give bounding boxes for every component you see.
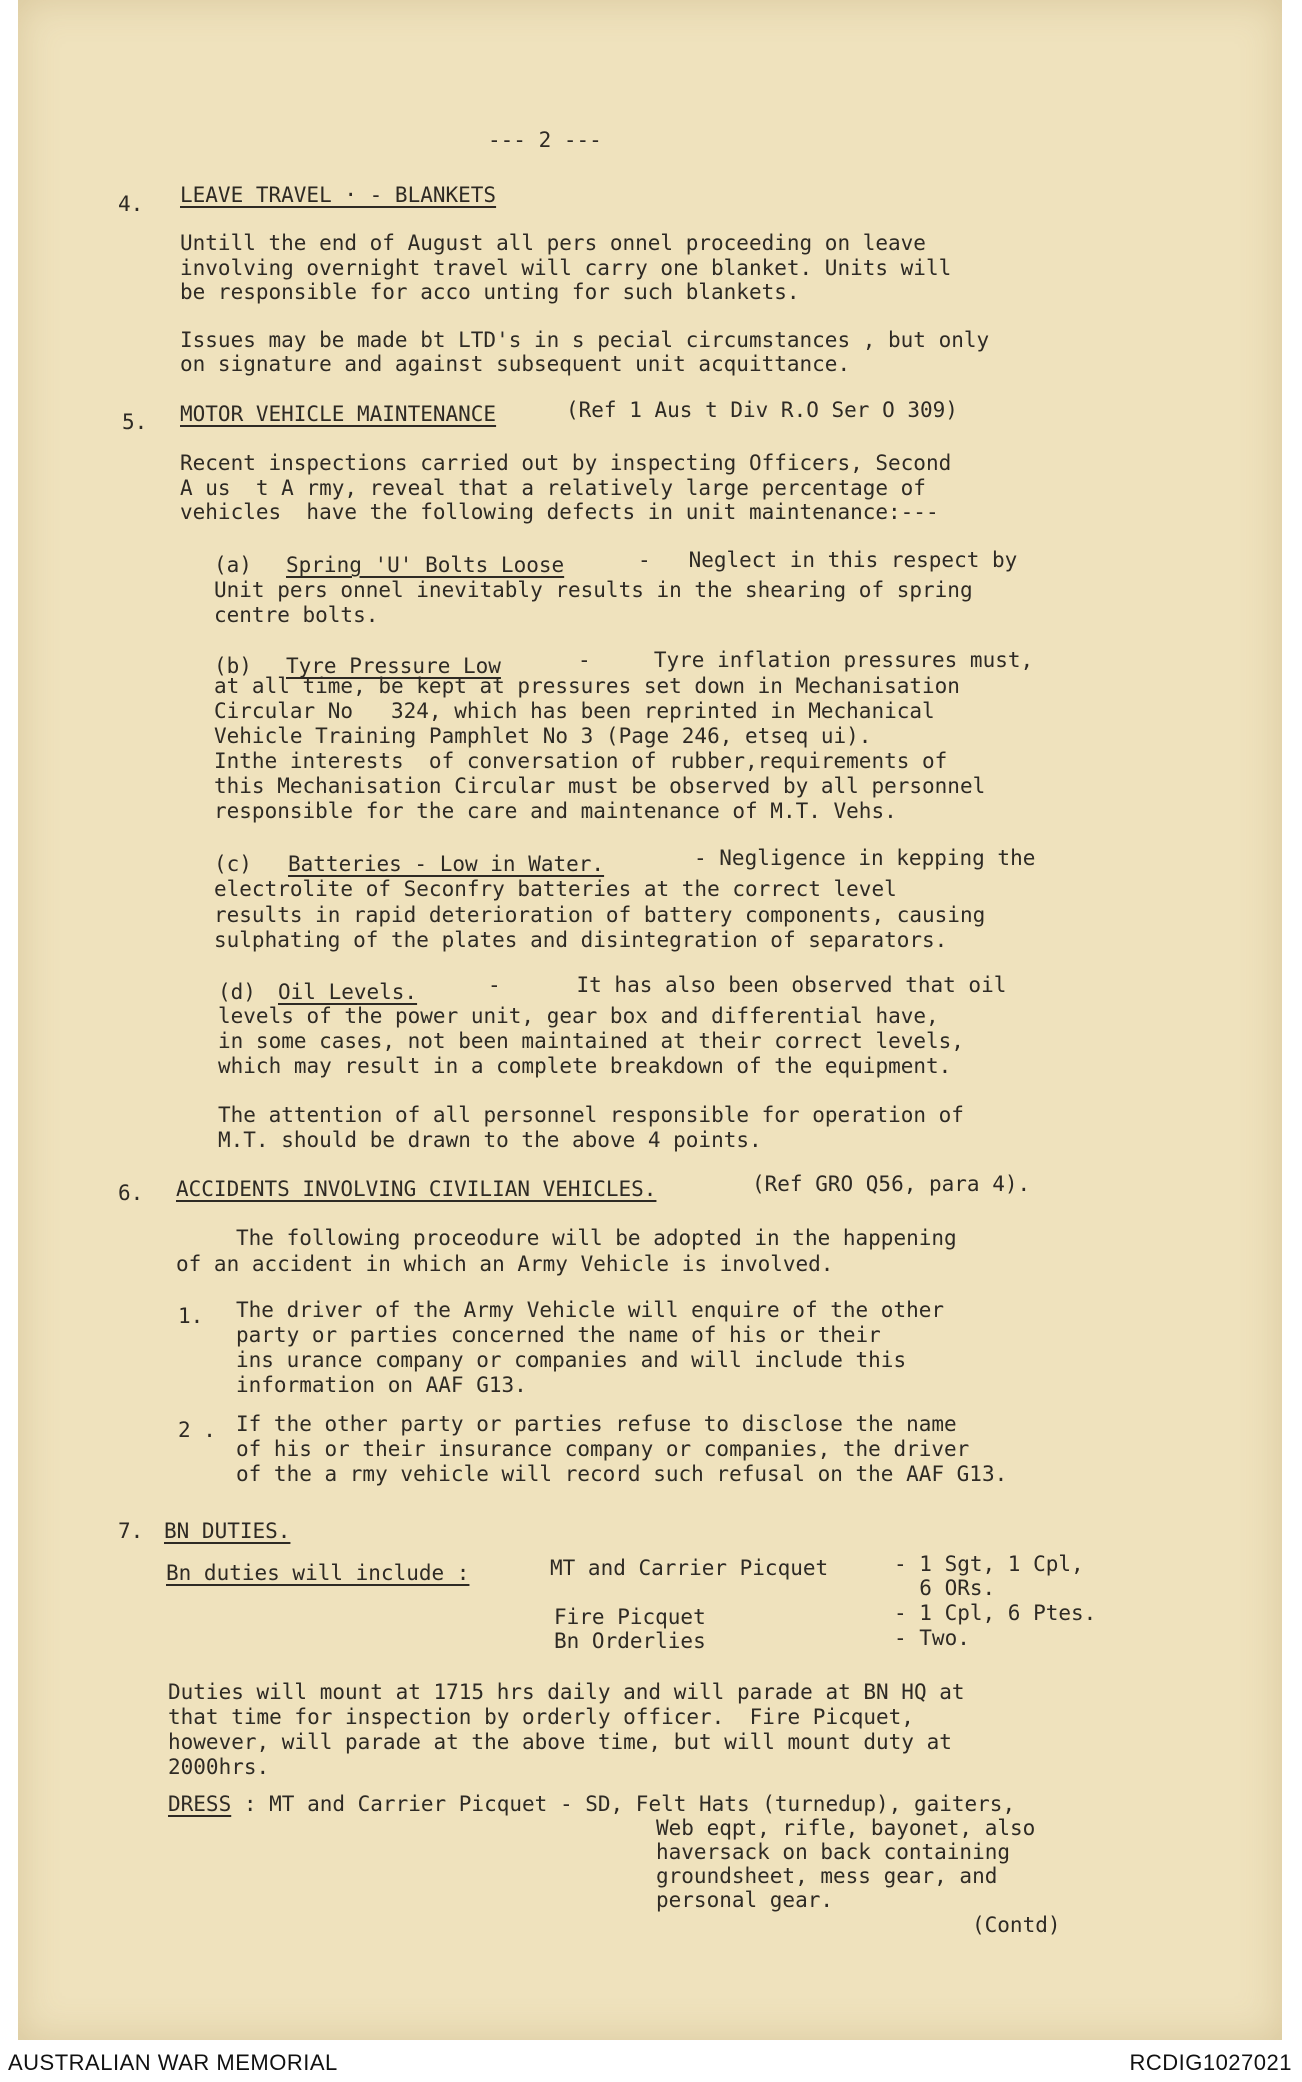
duty-row-3-detail: - 1 Cpl, 6 Ptes. [894,1601,1097,1625]
duty-row-1-detail: - 1 Sgt, 1 Cpl, [894,1552,1084,1576]
item-b-text-line6: this Mechanisation Circular must be observed by all personnel [214,774,986,798]
dress-cont-line4: personal gear. [656,1888,834,1912]
section-5-intro-line2: A us t A rmy, reveal that a relatively large percentage of [180,476,926,500]
duty-row-4-detail: - Two. [894,1626,970,1650]
item-b-text-line7: responsible for the care and maintenance of M.T. Vehs. [214,799,897,823]
item-b-text-line1: - Tyre inflation pressures must, [578,648,1034,672]
section-4-para1-line3: be responsible for acco unting for such blankets. [180,280,800,304]
item-a-text-line2: Unit pers onnel inevitably results in the shearing of spring [214,578,973,602]
footer-right: RCDIG1027021 [1129,2050,1292,2075]
item-c-text-line2: electrolite of Seconfry batteries at the correct level [214,877,897,901]
section-6-intro-line1: The following proceodure will be adopted in the happening [236,1226,957,1250]
item-c-text-line4: sulphating of the plates and disintegration of separators. [214,928,948,952]
item-a-title: Spring 'U' Bolts Loose [286,553,565,577]
dress-lead: : MT and Carrier Picquet - SD, Felt Hats (turnedup), gaiters, [231,1792,1016,1816]
duty-row-3-name: Fire Picquet [554,1605,706,1629]
item-b-text-line3: Circular No 324, which has been reprinted in Mechanical [214,699,935,723]
bn-duties-label: Bn duties will include : [166,1561,470,1585]
section-6-reference: (Ref GRO Q56, para 4). [752,1172,1031,1196]
item-d-label: (d) [218,980,256,1004]
duty-row-2-detail: 6 ORs. [894,1576,996,1600]
dress-cont-line2: haversack on back containing [656,1840,1011,1864]
item-b-title: Tyre Pressure Low [286,654,501,678]
section-6-item2-line2: of his or their insurance company or companies, the driver [236,1437,970,1461]
section-4-para1-line1: Untill the end of August all pers onnel proceeding on leave [180,231,926,255]
item-b-text-line4: Vehicle Training Pamphlet No 3 (Page 246, etseq ui). [214,724,872,748]
section-6-item1-line1: The driver of the Army Vehicle will enquire of the other [236,1298,945,1322]
section-4-number: 4. [118,192,144,216]
section-7-number: 7. [118,1519,144,1543]
section-6-item2-number: 2 . [178,1418,216,1442]
section-5-number: 5. [122,410,148,434]
section-6-item2-line3: of the a rmy vehicle will record such refusal on the AAF G13. [236,1462,1008,1486]
continued-marker: (Contd) [972,1913,1061,1937]
item-b-text-line2: at all time, be kept at pressures set down in Mechanisation [214,674,960,698]
section-5-intro-line1: Recent inspections carried out by inspecting Officers, Second [180,451,952,475]
item-c-title: Batteries - Low in Water. [288,852,605,876]
section-6-number: 6. [118,1181,144,1205]
item-a-text-line3: centre bolts. [214,603,379,627]
item-b-text-line5: Inthe interests of conversation of rubber,requirements of [214,749,948,773]
mount-line2: that time for inspection by orderly officer. Fire Picquet, [168,1705,914,1729]
item-a-label: (a) [214,553,252,577]
item-c-label: (c) [214,852,252,876]
section-6-item1-line3: ins urance company or companies and will include this [236,1348,907,1372]
section-6-intro-line2: of an accident in which an Army Vehicle is involved. [176,1252,834,1276]
item-c-text-line1: - Negligence in kepping the [694,846,1036,870]
section-5-intro-line3: vehicles have the following defects in unit maintenance:--- [180,500,939,524]
item-c-text-line3: results in rapid deterioration of battery components, causing [214,903,986,927]
item-d-text-line2: levels of the power unit, gear box and differential have, [218,1004,939,1028]
section-7-heading: BN DUTIES. [164,1519,291,1543]
section-6-item2-line1: If the other party or parties refuse to disclose the name [236,1412,957,1436]
section-5-closing-line1: The attention of all personnel responsible for operation of [218,1103,964,1127]
item-b-label: (b) [214,654,252,678]
item-d-text-line1: - It has also been observed that oil [488,973,1007,997]
dress-cont-line1: Web eqpt, rifle, bayonet, also [656,1816,1036,1840]
section-4-para2-line2: on signature and against subsequent unit acquittance. [180,352,851,376]
section-4-para1-line2: involving overnight travel will carry one blanket. Units will [180,256,952,280]
section-6-item1-line4: information on AAF G13. [236,1373,527,1397]
dress-cont-line3: groundsheet, mess gear, and [656,1864,998,1888]
item-d-text-line3: in some cases, not been maintained at their correct levels, [218,1029,964,1053]
item-d-text-line4: which may result in a complete breakdown of the equipment. [218,1054,952,1078]
dress-line [168,1792,1015,1816]
duty-row-1-name: MT and Carrier Picquet [550,1556,829,1580]
section-4-para2-line1: Issues may be made bt LTD's in s pecial circumstances , but only [180,328,990,352]
footer-left: AUSTRALIAN WAR MEMORIAL [8,2050,338,2075]
dress-label: DRESS [168,1792,232,1816]
section-5-reference: (Ref 1 Aus t Div R.O Ser O 309) [566,398,958,422]
mount-line4: 2000hrs. [168,1755,270,1779]
section-4-heading: LEAVE TRAVEL · - BLANKETS [180,183,497,207]
section-6-heading: ACCIDENTS INVOLVING CIVILIAN VEHICLES. [176,1177,657,1201]
item-d-title: Oil Levels. [278,980,418,1004]
mount-line1: Duties will mount at 1715 hrs daily and will parade at BN HQ at [168,1680,965,1704]
archive-footer [0,2042,1302,2082]
mount-line3: however, will parade at the above time, but will mount duty at [168,1730,952,1754]
duty-row-4-name: Bn Orderlies [554,1629,706,1653]
item-a-text-line1: - Neglect in this respect by [638,548,1018,572]
page-number: --- 2 --- [488,128,602,152]
section-5-heading: MOTOR VEHICLE MAINTENANCE [180,402,497,426]
section-6-item1-number: 1. [178,1304,204,1328]
section-6-item1-line2: party or parties concerned the name of his or their [236,1323,881,1347]
section-5-closing-line2: M.T. should be drawn to the above 4 points. [218,1128,762,1152]
